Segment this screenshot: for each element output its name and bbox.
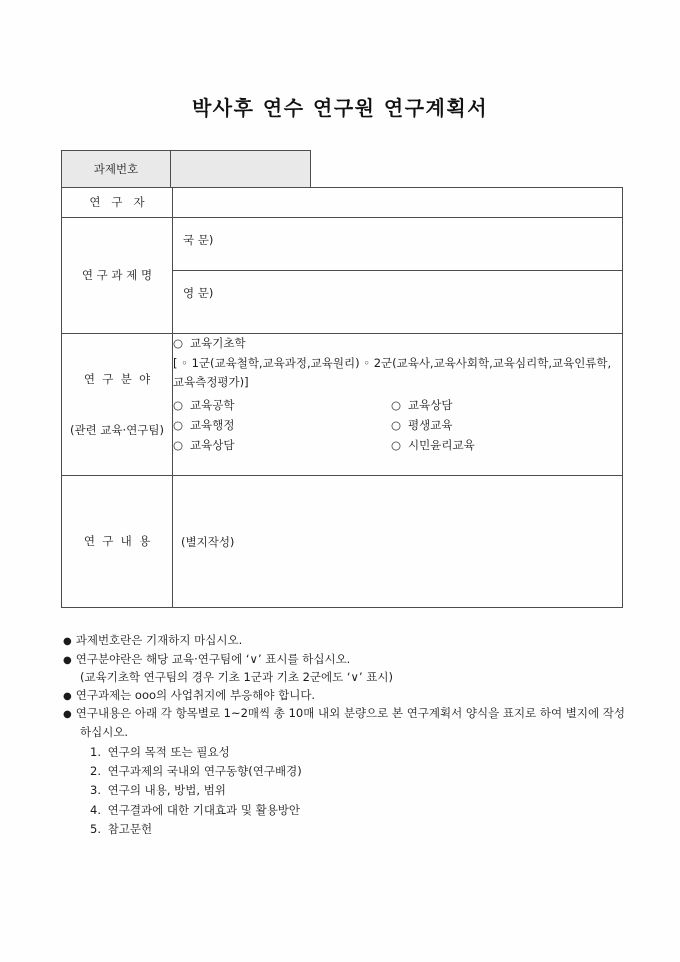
bullet-icon: ●	[63, 654, 72, 666]
radio-circle-icon[interactable]: ○	[173, 397, 184, 412]
korean-title-prefix: 국 문)	[183, 233, 214, 247]
option-row	[391, 435, 622, 455]
project-number-label: 과제번호	[61, 150, 171, 188]
option-row	[173, 435, 391, 455]
table-row	[62, 218, 623, 271]
note-item	[63, 651, 625, 670]
item-text: 연구결과에 대한 기대효과 및 활용방안	[107, 802, 301, 817]
project-title-label: 연 구 과 제 명	[62, 218, 173, 334]
project-title-english-field[interactable]	[173, 271, 623, 334]
page-title: 박사후 연수 연구원 연구계획서	[191, 96, 489, 120]
research-field-label-sub: (관련 교육·연구팀)	[69, 422, 165, 437]
instructions-list	[63, 632, 625, 839]
research-content-note: (별지작성)	[181, 534, 235, 549]
item-text: 연구의 내용, 방법, 범위	[107, 783, 226, 798]
item-text: 참고문헌	[107, 821, 153, 836]
item-number: 2.	[90, 764, 101, 779]
note-text: 연구과제는 ooo의 사업취지에 부응해야 합니다.	[75, 687, 316, 702]
option-row	[391, 395, 622, 415]
item-number: 3.	[90, 783, 101, 798]
numbered-item	[90, 743, 625, 762]
option-row	[173, 395, 391, 415]
numbered-item	[90, 820, 625, 839]
option-label: 시민윤리교육	[408, 437, 475, 452]
table-row	[62, 476, 623, 608]
item-text: 연구의 목적 또는 필요성	[107, 745, 230, 759]
application-form-table	[61, 187, 623, 608]
project-title-korean-field[interactable]	[173, 218, 623, 271]
bullet-icon: ●	[63, 636, 72, 647]
research-field-label-main: 연 구 분 야	[83, 371, 151, 386]
option-label: 교육공학	[190, 397, 235, 412]
option-label: 교육행정	[190, 417, 235, 432]
research-content-field[interactable]	[173, 476, 623, 608]
numbered-item	[90, 801, 625, 820]
option-row	[173, 334, 622, 354]
table-row	[62, 334, 623, 476]
option-label: 교육상담	[408, 397, 453, 412]
table-row	[62, 188, 623, 218]
note-item	[63, 687, 625, 706]
radio-circle-icon[interactable]: ○	[173, 437, 184, 452]
project-number-field[interactable]	[171, 150, 311, 188]
radio-circle-icon[interactable]: ○	[391, 397, 402, 412]
option-grid	[173, 395, 622, 455]
item-text: 연구과제의 국내외 연구동향(연구배경)	[107, 764, 302, 779]
english-title-prefix: 영 문)	[183, 286, 214, 300]
item-number: 1.	[90, 745, 101, 759]
researcher-field[interactable]	[173, 188, 623, 218]
option-label: 평생교육	[408, 417, 453, 432]
numbered-item	[90, 781, 625, 800]
note-text: 연구내용은 아래 각 항목별로 1~2매씩 총 10매 내외 분량으로 본 연구계획서 양식을 표지로 하여 별지에 작성하십시오.	[75, 706, 625, 739]
bullet-icon: ●	[63, 709, 72, 720]
option-row	[391, 415, 622, 435]
group-note: [ ◦ 1군(교육철학,교육과정,교육원리) ◦ 2군(교육사,교육사회학,교육심리학,교육인류학,교육측정평가)]	[173, 355, 612, 389]
note-item	[63, 705, 625, 741]
numbered-list	[63, 743, 625, 839]
researcher-label: 연 구 자	[62, 188, 173, 218]
note-text: 연구분야란은 해당 교육·연구팀에 ‘∨’ 표시를 하십시오.	[75, 651, 351, 666]
item-number: 5.	[90, 821, 101, 836]
radio-circle-icon[interactable]: ○	[391, 437, 402, 452]
item-number: 4.	[90, 802, 101, 817]
option-label: 교육기초학	[190, 336, 246, 350]
radio-circle-icon[interactable]: ○	[173, 336, 184, 350]
note-item	[63, 632, 625, 651]
research-content-label: 연 구 내 용	[62, 476, 173, 608]
numbered-item	[90, 762, 625, 781]
bullet-icon: ●	[63, 690, 72, 702]
radio-circle-icon[interactable]: ○	[173, 417, 184, 432]
research-field-label	[62, 334, 173, 476]
project-number-table	[61, 150, 311, 188]
note-subtext: (교육기초학 연구팀의 경우 기초 1군과 기초 2군에도 ‘∨’ 표시)	[80, 670, 393, 684]
option-label: 교육상담	[190, 437, 235, 452]
option-row	[173, 415, 391, 435]
radio-circle-icon[interactable]: ○	[391, 417, 402, 432]
note-text: 과제번호란은 기재하지 마십시오.	[75, 633, 243, 647]
research-field-options	[173, 334, 623, 476]
